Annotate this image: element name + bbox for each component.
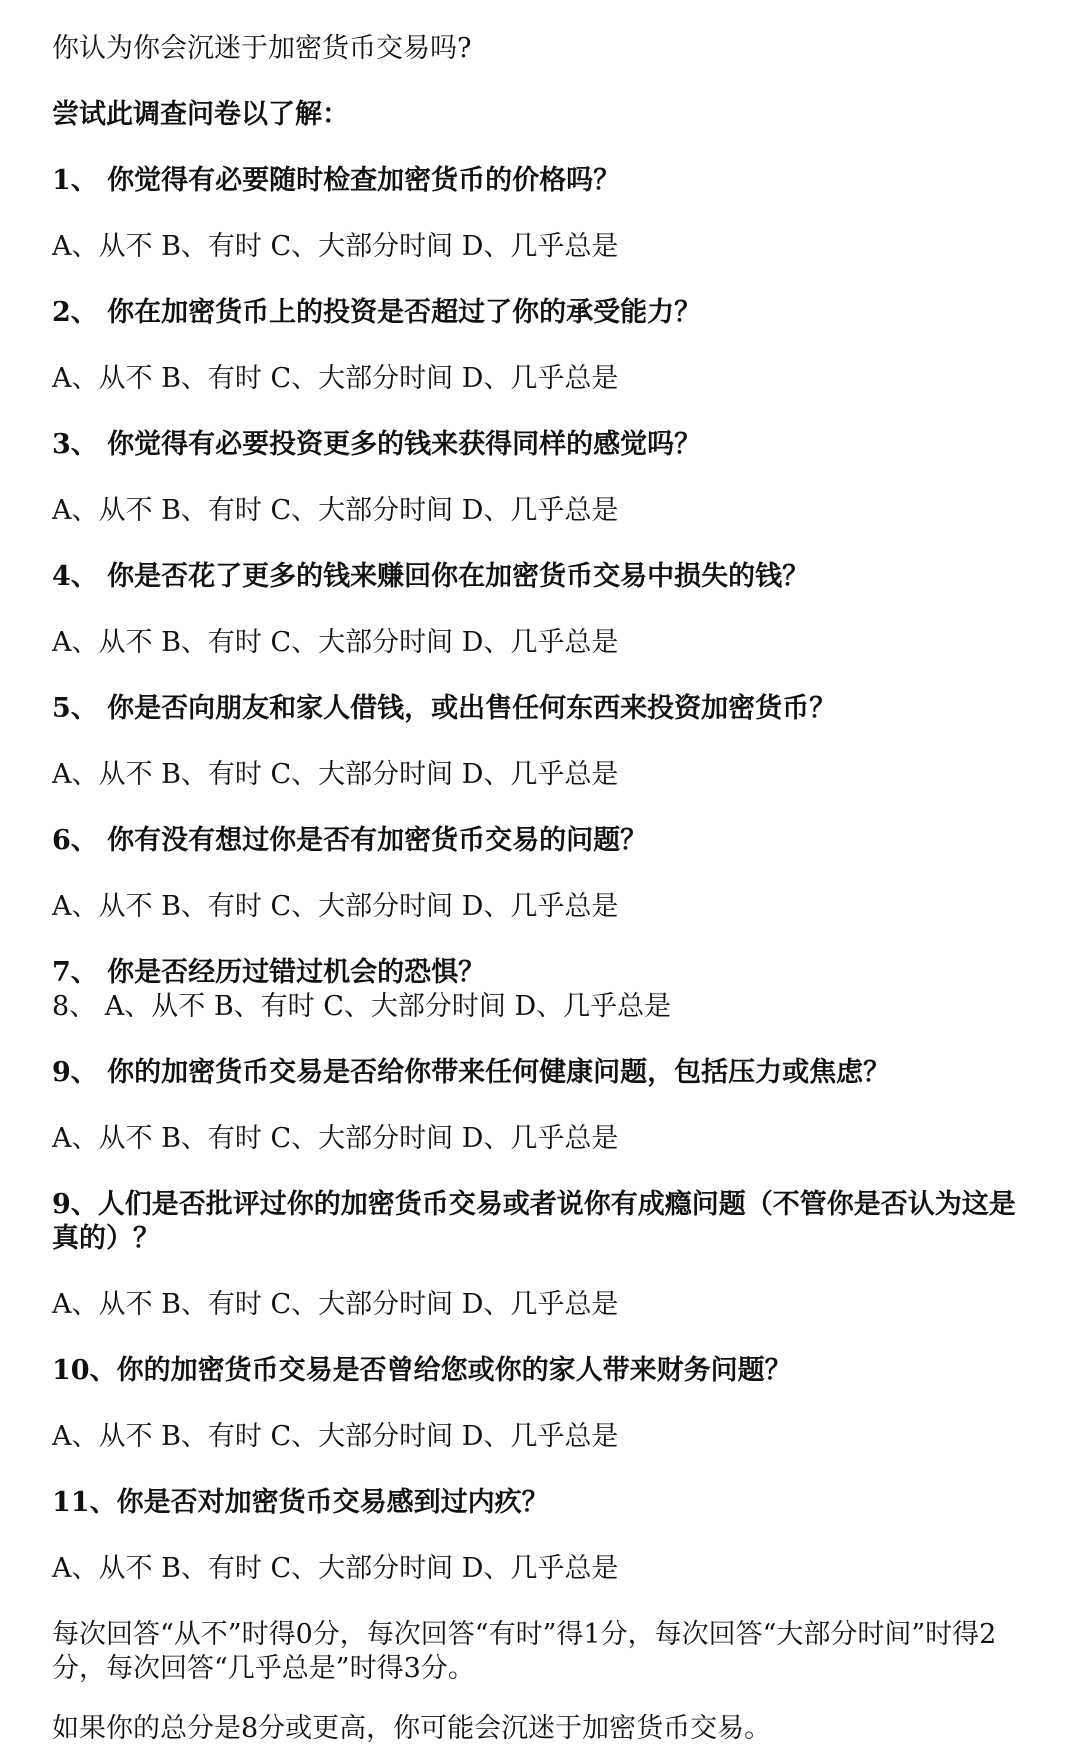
options-3: A、从不 B、有时 C、大部分时间 D、几乎总是 <box>52 495 619 526</box>
options-1: A、从不 B、有时 C、大部分时间 D、几乎总是 <box>52 231 619 262</box>
question-10: 10、你的加密货币交易是否曾给您或你的家人带来财务问题？ <box>52 1355 792 1386</box>
options-6: A、从不 B、有时 C、大部分时间 D、几乎总是 <box>52 891 619 922</box>
options-5: A、从不 B、有时 C、大部分时间 D、几乎总是 <box>52 759 619 790</box>
page-title: 你认为你会沉迷于加密货币交易吗? <box>52 33 472 64</box>
question-1: 1、 你觉得有必要随时检查加密货币的价格吗？ <box>52 165 621 196</box>
options-4: A、从不 B、有时 C、大部分时间 D、几乎总是 <box>52 627 619 658</box>
question-9a: 9、 你的加密货币交易是否给你带来任何健康问题，包括压力或焦虑？ <box>52 1057 891 1088</box>
question-7: 7、 你是否经历过错过机会的恐惧？ <box>52 957 486 988</box>
options-11: A、从不 B、有时 C、大部分时间 D、几乎总是 <box>52 1553 619 1584</box>
conclusion-text: 如果你的总分是8分或更高，你可能会沉迷于加密货币交易。 <box>52 1713 772 1744</box>
scoring-text: 每次回答“从不”时得0分，每次回答“有时”得1分，每次回答“大部分时间”时得2分，每次回答“几乎总是”时得3分。 <box>52 1619 997 1684</box>
page-subtitle: 尝试此调查问卷以了解： <box>52 99 349 130</box>
question-6: 6、 你有没有想过你是否有加密货币交易的问题？ <box>52 825 648 856</box>
question-11: 11、你是否对加密货币交易感到过内疚？ <box>52 1487 549 1518</box>
options-7: 8、 A、从不 B、有时 C、大部分时间 D、几乎总是 <box>52 991 672 1022</box>
question-4: 4、 你是否花了更多的钱来赚回你在加密货币交易中损失的钱？ <box>52 561 810 592</box>
options-10: A、从不 B、有时 C、大部分时间 D、几乎总是 <box>52 1421 619 1452</box>
question-5: 5、 你是否向朋友和家人借钱，或出售任何东西来投资加密货币？ <box>52 693 837 724</box>
options-2: A、从不 B、有时 C、大部分时间 D、几乎总是 <box>52 363 619 394</box>
question-2: 2、 你在加密货币上的投资是否超过了你的承受能力？ <box>52 297 702 328</box>
question-9b: 9、人们是否批评过你的加密货币交易或者说你有成瘾问题（不管你是否认为这是真的）？ <box>52 1189 1016 1254</box>
options-9b: A、从不 B、有时 C、大部分时间 D、几乎总是 <box>52 1289 619 1320</box>
options-9a: A、从不 B、有时 C、大部分时间 D、几乎总是 <box>52 1123 619 1154</box>
question-3: 3、 你觉得有必要投资更多的钱来获得同样的感觉吗？ <box>52 429 702 460</box>
